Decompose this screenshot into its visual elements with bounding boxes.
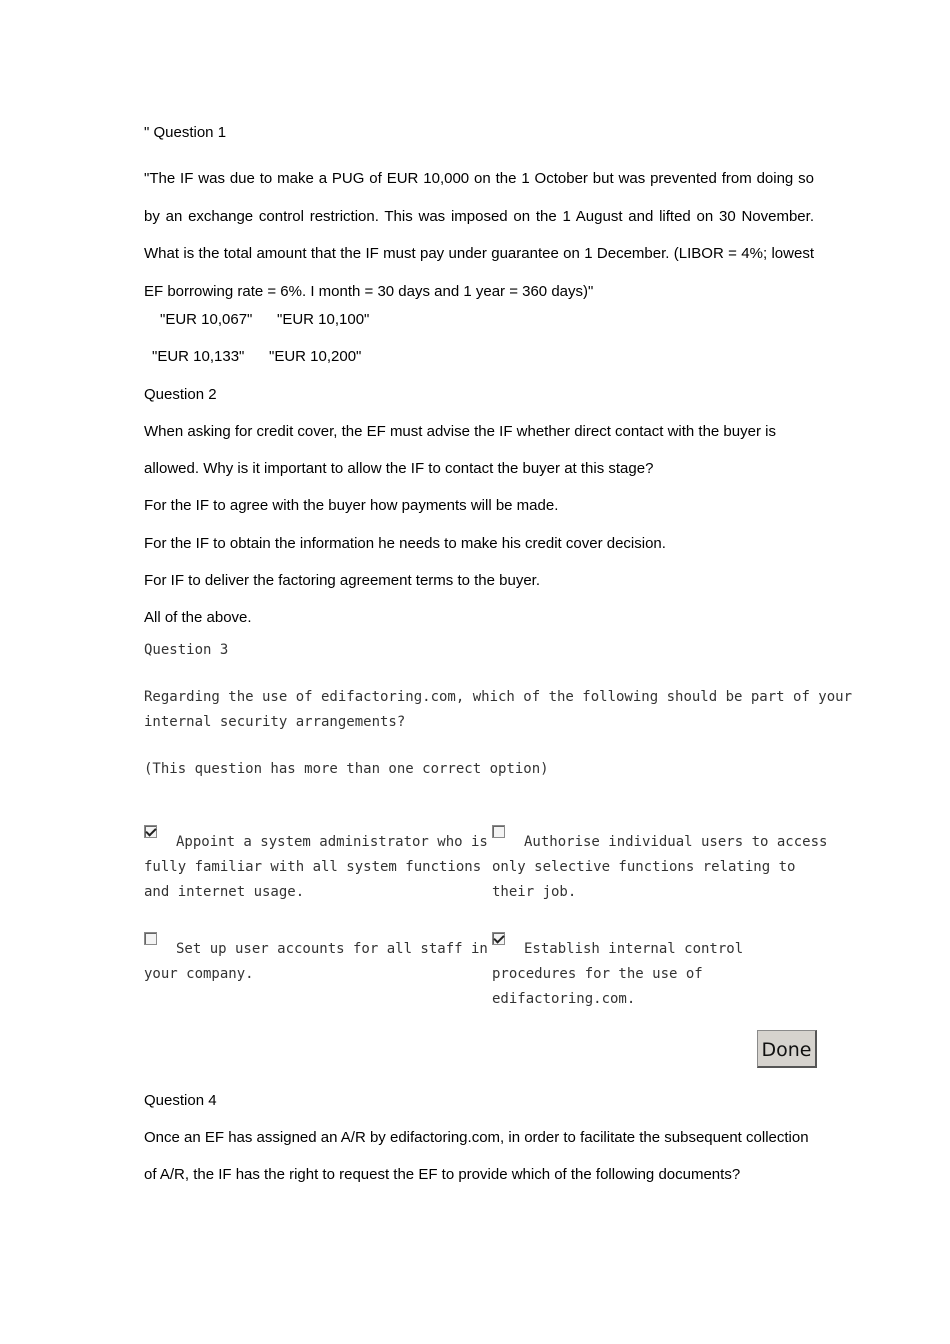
- question-1-heading: " Question 1: [144, 124, 227, 141]
- question-4-text-line-1: Once an EF has assigned an A/R by edifactoring.com, in order to facilitate the subsequent collection: [144, 1129, 809, 1146]
- q3-option-d-line-1: Establish internal control: [524, 941, 744, 957]
- question-3-text-line-2: internal security arrangements?: [144, 714, 406, 730]
- q2-option-b[interactable]: For the IF to obtain the information he needs to make his credit cover decision.: [144, 535, 666, 552]
- q3-option-d-line-3: edifactoring.com.: [492, 991, 636, 1007]
- q1-option-b[interactable]: "EUR 10,100": [277, 311, 370, 328]
- q3-option-a-line-3: and internet usage.: [144, 884, 305, 900]
- q3-option-a[interactable]: [144, 825, 489, 905]
- q3-option-b-line-3: their job.: [492, 884, 577, 900]
- q1-option-d[interactable]: "EUR 10,200": [269, 348, 362, 365]
- q3-option-b-line-1: Authorise individual users to access: [524, 834, 828, 850]
- q3-option-b[interactable]: [492, 825, 837, 905]
- question-4-heading: Question 4: [144, 1092, 217, 1109]
- checkbox-unchecked-icon[interactable]: [144, 932, 157, 945]
- question-2-text-line-1: When asking for credit cover, the EF must advise the IF whether direct contact with the buyer is: [144, 423, 776, 440]
- question-1-text: [144, 160, 814, 310]
- question-2-heading: Question 2: [144, 386, 217, 403]
- q2-option-d[interactable]: All of the above.: [144, 609, 252, 626]
- done-button[interactable]: Done: [757, 1030, 817, 1068]
- q1-option-a[interactable]: "EUR 10,067": [160, 311, 253, 328]
- question-2-text-line-2: allowed. Why is it important to allow the IF to contact the buyer at this stage?: [144, 460, 654, 477]
- q3-option-c-line-2: your company.: [144, 966, 254, 982]
- q3-option-c-line-1: Set up user accounts for all staff in: [176, 941, 488, 957]
- q3-option-a-line-1: Appoint a system administrator who is: [176, 834, 488, 850]
- q3-option-c[interactable]: [144, 932, 489, 987]
- q3-option-d-line-2: procedures for the use of: [492, 966, 703, 982]
- q3-option-a-line-2: fully familiar with all system functions: [144, 859, 482, 875]
- question-3-text-line-1: Regarding the use of edifactoring.com, which of the following should be part of your: [144, 689, 853, 705]
- q1-option-c[interactable]: "EUR 10,133": [152, 348, 245, 365]
- question-3-note: (This question has more than one correct option): [144, 761, 549, 777]
- q2-option-a[interactable]: For the IF to agree with the buyer how payments will be made.: [144, 497, 559, 514]
- q2-option-c[interactable]: For IF to deliver the factoring agreement terms to the buyer.: [144, 572, 541, 589]
- checkbox-unchecked-icon[interactable]: [492, 825, 505, 838]
- checkbox-checked-icon[interactable]: [144, 825, 157, 838]
- question-4-text-line-2: of A/R, the IF has the right to request the EF to provide which of the following documents?: [144, 1166, 741, 1183]
- question-3-heading: Question 3: [144, 642, 229, 658]
- q3-option-b-line-2: only selective functions relating to: [492, 859, 796, 875]
- checkbox-checked-icon[interactable]: [492, 932, 505, 945]
- question-1-body: "The IF was due to make a PUG of EUR 10,000 on the 1 October but was prevented from doing so by an exchange control restriction. This was imposed on the 1 August and lifted on 30 November. What is the total amount that the IF must pay under guarantee on 1 December. (LIBOR = 4%; lowest EF borrowing rate = 6%. I month = 30 days and 1 year = 360 days)": [144, 170, 814, 300]
- q3-option-d[interactable]: [492, 932, 837, 1012]
